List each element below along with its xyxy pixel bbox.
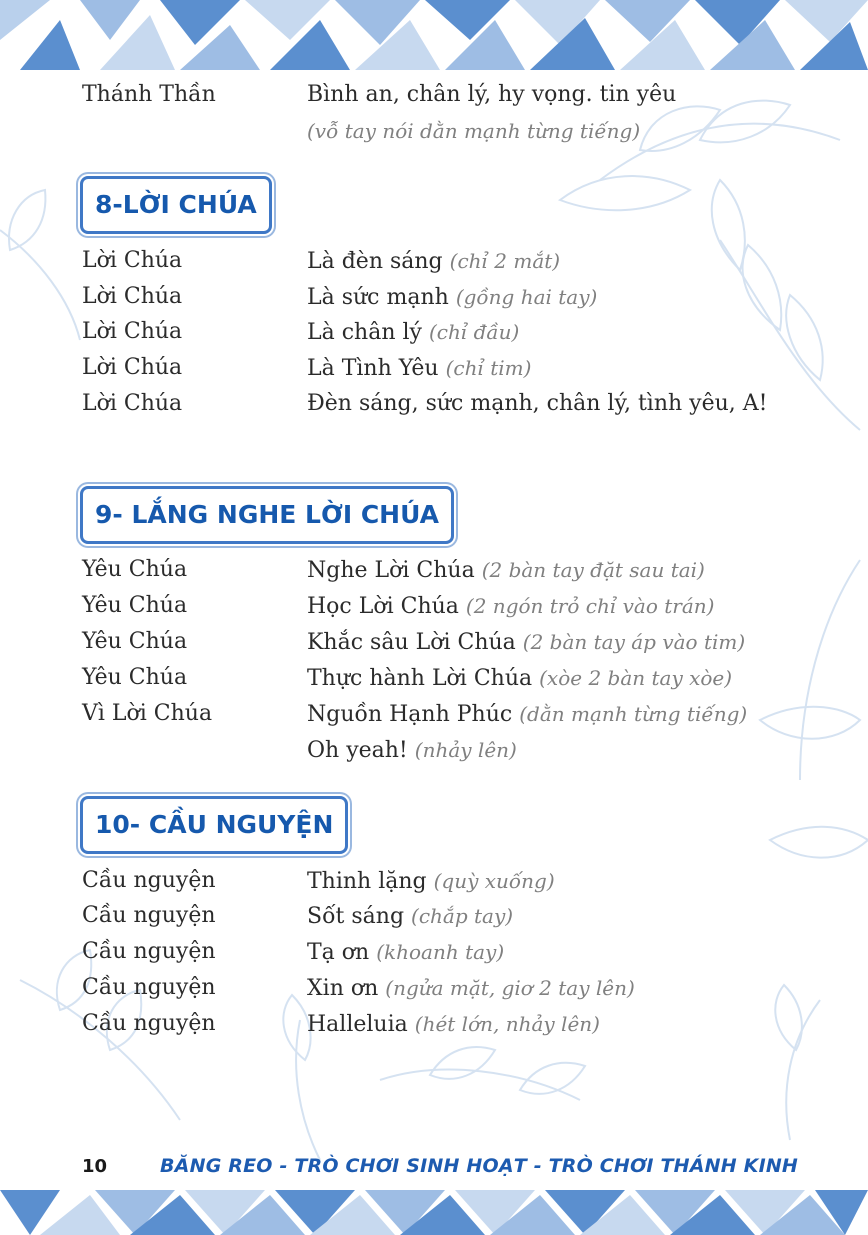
row-note: (2 bàn tay áp vào tim) — [522, 630, 746, 654]
row-note: (xòe 2 bàn tay xòe) — [539, 666, 733, 690]
verse-row-note — [82, 114, 842, 148]
verse-row — [82, 864, 842, 898]
section-title: 9- LẮNG NGHE LỜI CHÚA — [95, 500, 439, 529]
row-right-text: Học Lời Chúa (2 ngón trỏ chỉ vào trán) — [307, 594, 715, 619]
verse-row — [82, 935, 842, 969]
verse-row — [82, 351, 842, 385]
page-number: 10 — [82, 1156, 108, 1177]
row-note: (vỗ tay nói dằn mạnh từng tiếng) — [307, 119, 641, 143]
verse-row — [82, 625, 842, 659]
row-note: (quỳ xuống) — [433, 869, 555, 893]
row-right-text: Là sức mạnh (gồng hai tay) — [307, 285, 598, 310]
row-right-text: Tạ ơn (khoanh tay) — [307, 940, 505, 965]
verse-row — [82, 899, 842, 933]
row-left-text: Cầu nguyện — [82, 868, 216, 893]
row-left-text: Lời Chúa — [82, 355, 183, 380]
verse-row — [82, 315, 842, 349]
row-right-text: Sốt sáng (chắp tay) — [307, 904, 514, 929]
row-left-text: Yêu Chúa — [82, 665, 188, 690]
row-right-text: Là đèn sáng (chỉ 2 mắt) — [307, 249, 561, 274]
row-left-text: Lời Chúa — [82, 319, 183, 344]
row-note: (chỉ tim) — [445, 356, 532, 380]
row-note: (dằn mạnh từng tiếng) — [519, 702, 748, 726]
verse-row — [82, 733, 842, 767]
row-note: (khoanh tay) — [376, 940, 505, 964]
row-right-text: Đèn sáng, sức mạnh, chân lý, tình yêu, A! — [307, 391, 768, 416]
row-note: (chỉ đầu) — [428, 320, 520, 344]
section-heading-10 — [80, 796, 348, 854]
verse-row — [82, 244, 842, 278]
section-title: 8-LỜI CHÚA — [95, 190, 257, 219]
verse-row — [82, 661, 842, 695]
row-note: (nhảy lên) — [414, 738, 517, 762]
running-footer-title: BĂNG REO - TRÒ CHƠI SINH HOẠT - TRÒ CHƠI THÁNH KINH — [160, 1155, 799, 1177]
row-right-text: Halleluia (hét lớn, nhảy lên) — [307, 1012, 600, 1037]
row-left-text: Thánh Thần — [82, 82, 216, 107]
row-right-text: Là Tình Yêu (chỉ tim) — [307, 356, 532, 381]
row-note: (gồng hai tay) — [455, 285, 598, 309]
row-left-text: Cầu nguyện — [82, 1011, 216, 1036]
row-right-text: Nghe Lời Chúa (2 bàn tay đặt sau tai) — [307, 558, 705, 583]
row-note: (chỉ 2 mắt) — [449, 249, 561, 273]
row-note: (chắp tay) — [411, 904, 514, 928]
row-right-text: Oh yeah! (nhảy lên) — [307, 738, 517, 763]
row-left-text: Yêu Chúa — [82, 593, 188, 618]
verse-row — [82, 589, 842, 623]
section-heading-9 — [80, 486, 454, 544]
verse-row — [82, 553, 842, 587]
row-right-text: Bình an, chân lý, hy vọng. tin yêu — [307, 82, 677, 107]
row-right-text: Thực hành Lời Chúa (xòe 2 bàn tay xòe) — [307, 666, 733, 691]
row-left-text: Lời Chúa — [82, 248, 183, 273]
row-right-text: Nguồn Hạnh Phúc (dằn mạnh từng tiếng) — [307, 702, 748, 727]
verse-row — [82, 78, 842, 112]
row-note: (2 ngón trỏ chỉ vào trán) — [465, 594, 715, 618]
row-note: (ngửa mặt, giơ 2 tay lên) — [385, 976, 635, 1000]
verse-row — [82, 280, 842, 314]
row-right-text: Là chân lý (chỉ đầu) — [307, 320, 520, 345]
row-left-text: Lời Chúa — [82, 284, 183, 309]
row-left-text: Cầu nguyện — [82, 939, 216, 964]
row-left-text: Cầu nguyện — [82, 975, 216, 1000]
verse-row — [82, 387, 842, 421]
row-right-text: Thinh lặng (quỳ xuống) — [307, 869, 555, 894]
verse-row — [82, 1007, 842, 1041]
row-left-text: Yêu Chúa — [82, 557, 188, 582]
verse-row — [82, 971, 842, 1005]
row-note: (hét lớn, nhảy lên) — [414, 1012, 600, 1036]
row-right-text: Khắc sâu Lời Chúa (2 bàn tay áp vào tim) — [307, 630, 746, 655]
section-heading-8 — [80, 176, 272, 234]
row-left-text: Vì Lời Chúa — [82, 701, 213, 726]
row-left-text: Cầu nguyện — [82, 903, 216, 928]
section-title: 10- CẦU NGUYỆN — [95, 810, 334, 839]
verse-row — [82, 697, 842, 731]
row-right-text: Xin ơn (ngửa mặt, giơ 2 tay lên) — [307, 976, 635, 1001]
row-left-text: Lời Chúa — [82, 391, 183, 416]
row-note: (2 bàn tay đặt sau tai) — [481, 558, 705, 582]
row-left-text: Yêu Chúa — [82, 629, 188, 654]
